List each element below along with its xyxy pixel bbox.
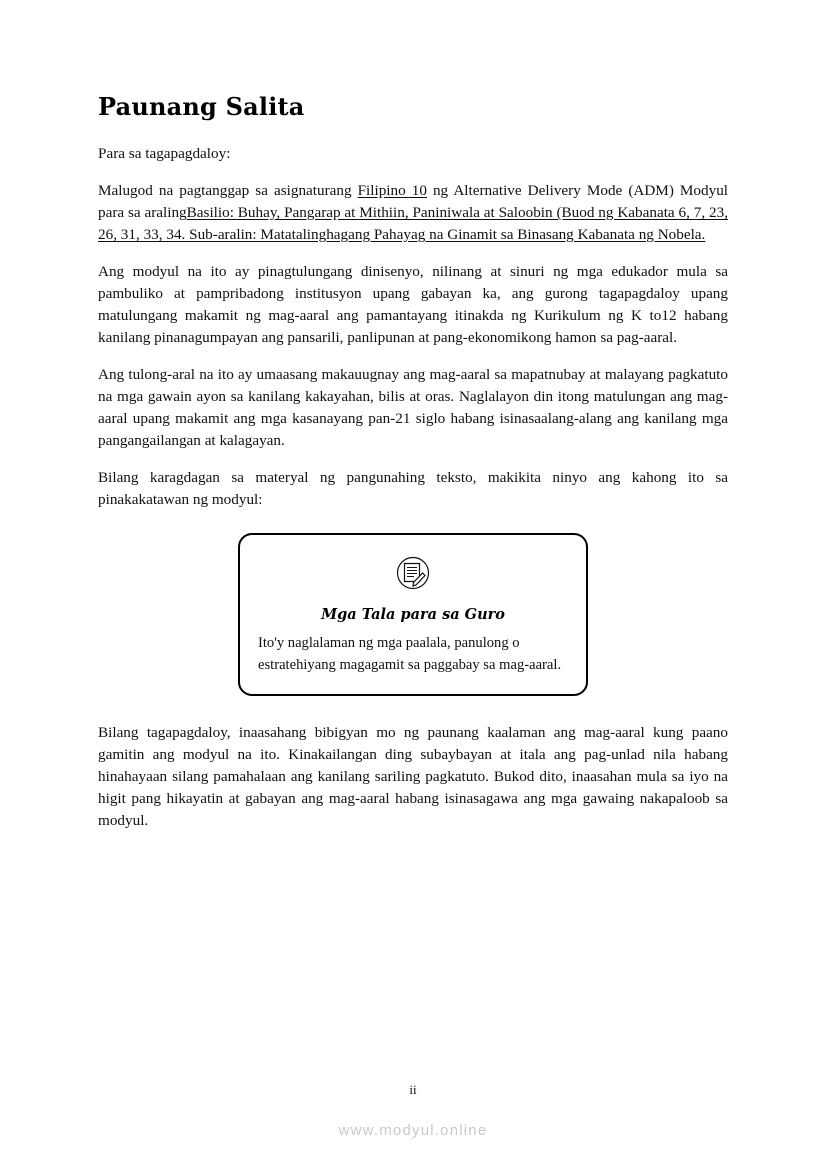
page-number: ii: [409, 1082, 417, 1097]
page-title: Paunang Salita: [98, 92, 305, 121]
note-box-text: Ito'y naglalaman ng mga paalala, panulong o estratehiyang magagamit sa paggabay sa mag-aaral.: [258, 635, 562, 673]
note-icon-wrap: [258, 551, 568, 600]
welcome-middle: ng Alternative Delivery Mode (ADM) Modyul para sa araling: [98, 182, 729, 222]
notes-document-icon: [391, 551, 435, 595]
teacher-notes-box: [238, 533, 588, 695]
lesson-title-underlined: Basilio: Buhay, Pangarap at Mithiin, Paniniwala at Saloobin (Buod ng Kabanata 6, 7, 23, 26, 31, 33, 34. Sub-aralin: Matatalinghagang Pahayag na Ginamit sa Binasang Kabanata ng Nobela.: [98, 204, 728, 244]
paragraph-facilitator-role: Bilang tagapagdaloy, inaasahang bibigyan mo ng paunang kaalaman ang mag-aaral kung paano gamitin ang modyul na ito. Kinakailangan ding subaybayan at itala ang pag-unlad nila habang hinahayaan silang pamahalaan ang kanilang sariling pagkatuto. Bukod dito, inaasahan mula sa iyo na higit pang hikayatin at gabayan ang mag-aaral habang isinasagawa ang mga gawaing nakapaloob sa modyul.: [98, 723, 728, 829]
paragraph-box-intro: Bilang karagdagan sa materyal ng pangunahing teksto, makikita ninyo ang kahong ito sa pinakakatawan ng modyul:: [98, 469, 728, 509]
watermark: www.modyul.online: [338, 1122, 488, 1139]
subject-field: Filipino 10: [357, 182, 427, 200]
paragraph-design: Ang modyul na ito ay pinagtulungang dinisenyo, nilinang at sinuri ng mga edukador mula sa pambuliko at pampribadong institusyon upang gabayan ka, ang gurong tagapagdaloy upang matulungang makamit ng mag-aaral ang pamantayang itinakda ng Kurikulum ng K to12 habang kanilang pinanagumpayan ang pansarili, panlipunan at pang-ekonomikong hamon sa pag-aaral.: [98, 263, 728, 347]
welcome-paragraph: [98, 180, 728, 246]
note-box-title: Mga Tala para sa Guro: [321, 606, 505, 624]
welcome-prefix: Malugod na pagtanggap sa asignaturang: [98, 182, 352, 200]
paragraph-learning-aid: Ang tulong-aral na ito ay umaasang makauugnay ang mag-aaral sa mapatnubay at malayang pagkatuto na mga gawain ayon sa kanilang kakayahan, bilis at oras. Naglalayon din itong matulungan ang mag-aaral upang makamit ang mga kasanayang pan-21 siglo habang isinasaalang-alang ang kanilang mga pangangailangan at kalagayan.: [98, 366, 728, 450]
intro-line: Para sa tagapagdaloy:: [98, 145, 231, 162]
